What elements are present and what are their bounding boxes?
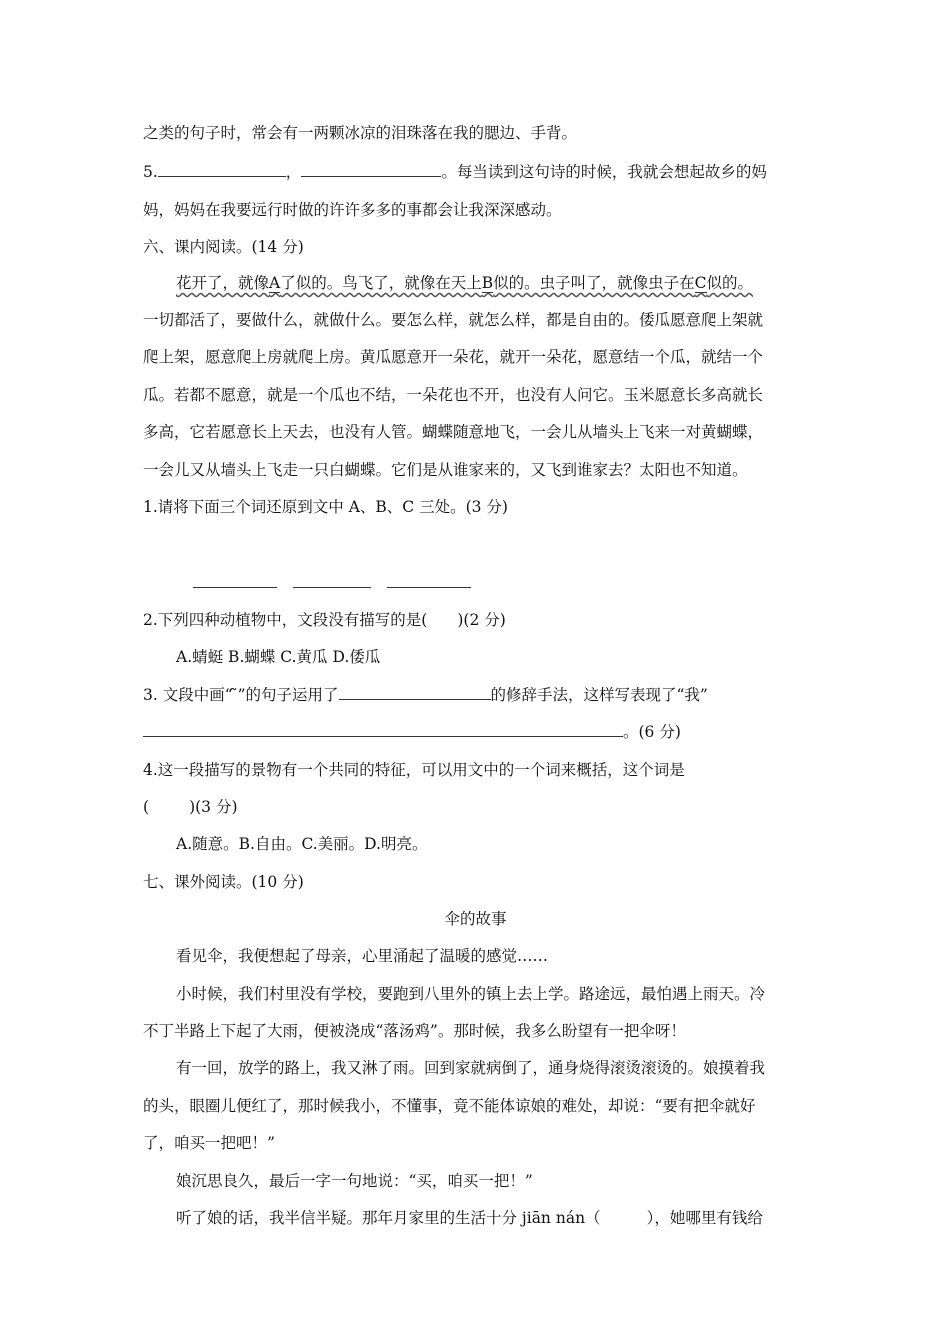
story-line: 的头，眼圈儿便红了，那时候我小，不懂事，竟不能体谅娘的难处，却说：“要有把伞就好 — [143, 1097, 756, 1115]
passage-line: 一切都活了，要做什么，就做什么。要怎么样，就怎么样，都是自由的。倭瓜愿意爬上架就 — [143, 311, 764, 329]
passage-line: 一会儿又从墙头上飞走一只白蝴蝶。它们是从谁家来的，又飞到谁家去？太阳也不知道。 — [143, 461, 748, 479]
passage-line: 爬上架，愿意爬上房就爬上房。黄瓜愿意开一朵花，就开一朵花，愿意结一个瓜，就结一个 — [143, 348, 764, 366]
text: ），她哪里有钱给 — [646, 1209, 763, 1227]
section-heading-6: 六、课内阅读。(14 分) — [143, 238, 304, 256]
question-2 — [143, 610, 506, 630]
abc-blanks — [193, 573, 471, 593]
answer-blank-a[interactable] — [193, 573, 277, 588]
text: 的修辞手法，这样写表现了“我” — [490, 686, 708, 704]
text: 2.下列四种动植物中，文段没有描写的是( — [143, 611, 428, 629]
story-line-pinyin — [176, 1208, 763, 1228]
marker-b: B — [481, 274, 494, 292]
text: 了似的。鸟飞了，就像在天上 — [280, 274, 482, 292]
answer-blank[interactable] — [339, 685, 491, 700]
question-2-options: A.蜻蜓 B.蝴蝶 C.黄瓜 D.倭瓜 — [176, 648, 381, 666]
text: 似的。虫子叫了，就像虫子在 — [493, 274, 695, 292]
passage-line: 多高，它若愿意长上天去，也没有人管。蝴蝶随意地飞，一会儿从墙头上飞来一对黄蝴蝶， — [143, 423, 764, 441]
story-line: 小时候，我们村里没有学校，要跑到八里外的镇上去上学。路途远，最怕遇上雨天。冷 — [176, 985, 766, 1003]
text: 。(6 分) — [623, 723, 681, 741]
text: )(3 分) — [189, 798, 238, 816]
story-line: 娘沉思良久，最后一字一句地说：“买，咱买一把！” — [176, 1172, 533, 1190]
question-3-cont — [143, 722, 681, 742]
text: 听了娘的话，我半信半疑。那年月家里的生活十分 jiān nán（ — [176, 1209, 601, 1227]
text: 花开了，就像 — [176, 274, 270, 292]
text-line: 妈，妈妈在我要远行时做的许许多多的事都会让我深深感动。 — [143, 201, 562, 219]
story-line: 看见伞，我便想起了母亲，心里涌起了温暖的感觉…… — [176, 947, 549, 965]
question-number: 5. — [143, 163, 158, 181]
question-4-options: A.随意。B.自由。C.美丽。D.明亮。 — [176, 835, 428, 853]
story-title: 伞的故事 — [444, 910, 507, 928]
text: ， — [285, 163, 302, 181]
passage-line: 瓜。若都不愿意，就是一个瓜也不结，一朵花也不开，也没有人问它。玉米愿意长多高就长 — [143, 386, 764, 404]
marker-a: A — [269, 274, 281, 292]
text-line: 之类的句子时，常会有一两颗冰凉的泪珠落在我的腮边、手背。 — [143, 124, 578, 142]
wavy-sentence — [176, 274, 753, 293]
marker-c: C — [694, 274, 707, 292]
text: ( — [143, 798, 150, 816]
text: 似的。 — [706, 274, 754, 292]
answer-blank-b[interactable] — [293, 573, 371, 588]
answer-blank[interactable] — [301, 162, 441, 177]
story-line: 不丁半路上下起了大雨，便被浇成“落汤鸡”。那时候，我多么盼望有一把伞呀！ — [143, 1022, 686, 1040]
story-line: 有一回，放学的路上，我又淋了雨。回到家就病倒了，通身烧得滚烫滚烫的。娘摸着我 — [176, 1059, 766, 1077]
answer-blank-long[interactable] — [143, 722, 623, 737]
text: 3. 文段中画“ ̃”的句子运用了 — [143, 686, 339, 704]
question-4-paren — [143, 797, 238, 817]
section-heading-7: 七、课外阅读。(10 分) — [143, 873, 304, 891]
text: 。每当读到这句诗的时候，我就会想起故乡的妈 — [441, 163, 767, 181]
question-5 — [143, 162, 767, 182]
question-1: 1.请将下面三个词还原到文中 A、B、C 三处。(3 分) — [143, 498, 508, 516]
word-bank — [278, 536, 322, 556]
question-3 — [143, 685, 708, 705]
question-4: 4.这一段描写的景物有一个共同的特征，可以用文中的一个词来概括，这个词是 — [143, 761, 685, 779]
answer-blank[interactable] — [158, 162, 286, 177]
answer-blank-c[interactable] — [387, 573, 471, 588]
text: )(2 分) — [457, 611, 506, 629]
story-line: 了，咱买一把吧！” — [143, 1134, 275, 1152]
passage-first-line — [176, 273, 753, 293]
